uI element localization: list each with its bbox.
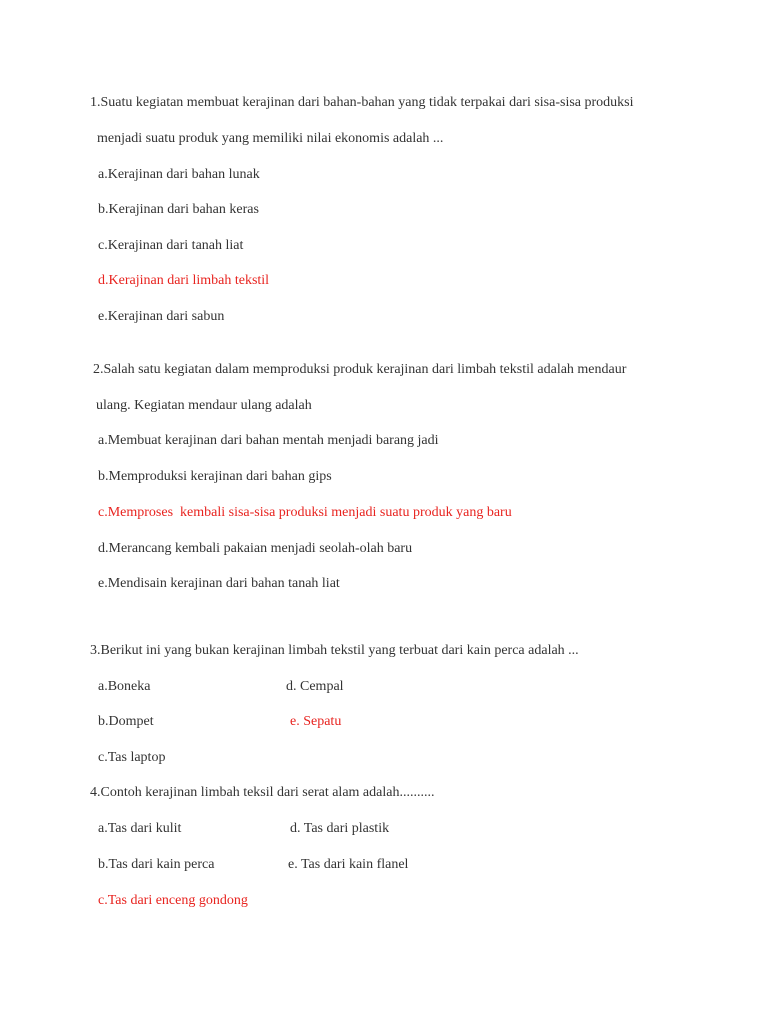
q2-option-e: e.Mendisain kerajinan dari bahan tanah liat <box>98 576 340 591</box>
q1-option-e: e.Kerajinan dari sabun <box>98 309 225 324</box>
q4-option-e: e. Tas dari kain flanel <box>288 857 409 872</box>
q2-stem-line-1: 2.Salah satu kegiatan dalam memproduksi produk kerajinan dari limbah tekstil adalah mendaur <box>93 362 627 377</box>
q1-option-d-answer: d.Kerajinan dari limbah tekstil <box>98 273 270 288</box>
q1-stem-line-1: 1.Suatu kegiatan membuat kerajinan dari bahan-bahan yang tidak terpakai dari sisa-sisa produksi <box>90 95 634 110</box>
q3-option-a: a.Boneka <box>98 679 151 694</box>
q2-stem-line-2: ulang. Kegiatan mendaur ulang adalah <box>96 398 312 413</box>
q3-stem: 3.Berikut ini yang bukan kerajinan limbah tekstil yang terbuat dari kain perca adalah ... <box>90 643 579 658</box>
q3-option-c: c.Tas laptop <box>98 750 166 765</box>
q2-option-b: b.Memproduksi kerajinan dari bahan gips <box>98 469 332 484</box>
q2-option-a: a.Membuat kerajinan dari bahan mentah menjadi barang jadi <box>98 433 439 448</box>
q2-option-c-answer: c.Memproses kembali sisa-sisa produksi menjadi suatu produk yang baru <box>98 505 512 520</box>
q3-option-d: d. Cempal <box>286 679 344 694</box>
q1-option-c: c.Kerajinan dari tanah liat <box>98 238 244 253</box>
q3-option-b: b.Dompet <box>98 714 154 729</box>
q4-option-d: d. Tas dari plastik <box>290 821 390 836</box>
q4-option-a: a.Tas dari kulit <box>98 821 182 836</box>
q1-option-b: b.Kerajinan dari bahan keras <box>98 202 259 217</box>
q1-option-a: a.Kerajinan dari bahan lunak <box>98 167 260 182</box>
q4-option-c-answer: c.Tas dari enceng gondong <box>98 893 248 908</box>
q1-stem-line-2: menjadi suatu produk yang memiliki nilai ekonomis adalah ... <box>97 131 444 146</box>
q3-option-e-answer: e. Sepatu <box>290 714 342 729</box>
q4-stem: 4.Contoh kerajinan limbah teksil dari serat alam adalah.......... <box>90 785 435 800</box>
q2-option-d: d.Merancang kembali pakaian menjadi seolah-olah baru <box>98 541 413 556</box>
q4-option-b: b.Tas dari kain perca <box>98 857 215 872</box>
